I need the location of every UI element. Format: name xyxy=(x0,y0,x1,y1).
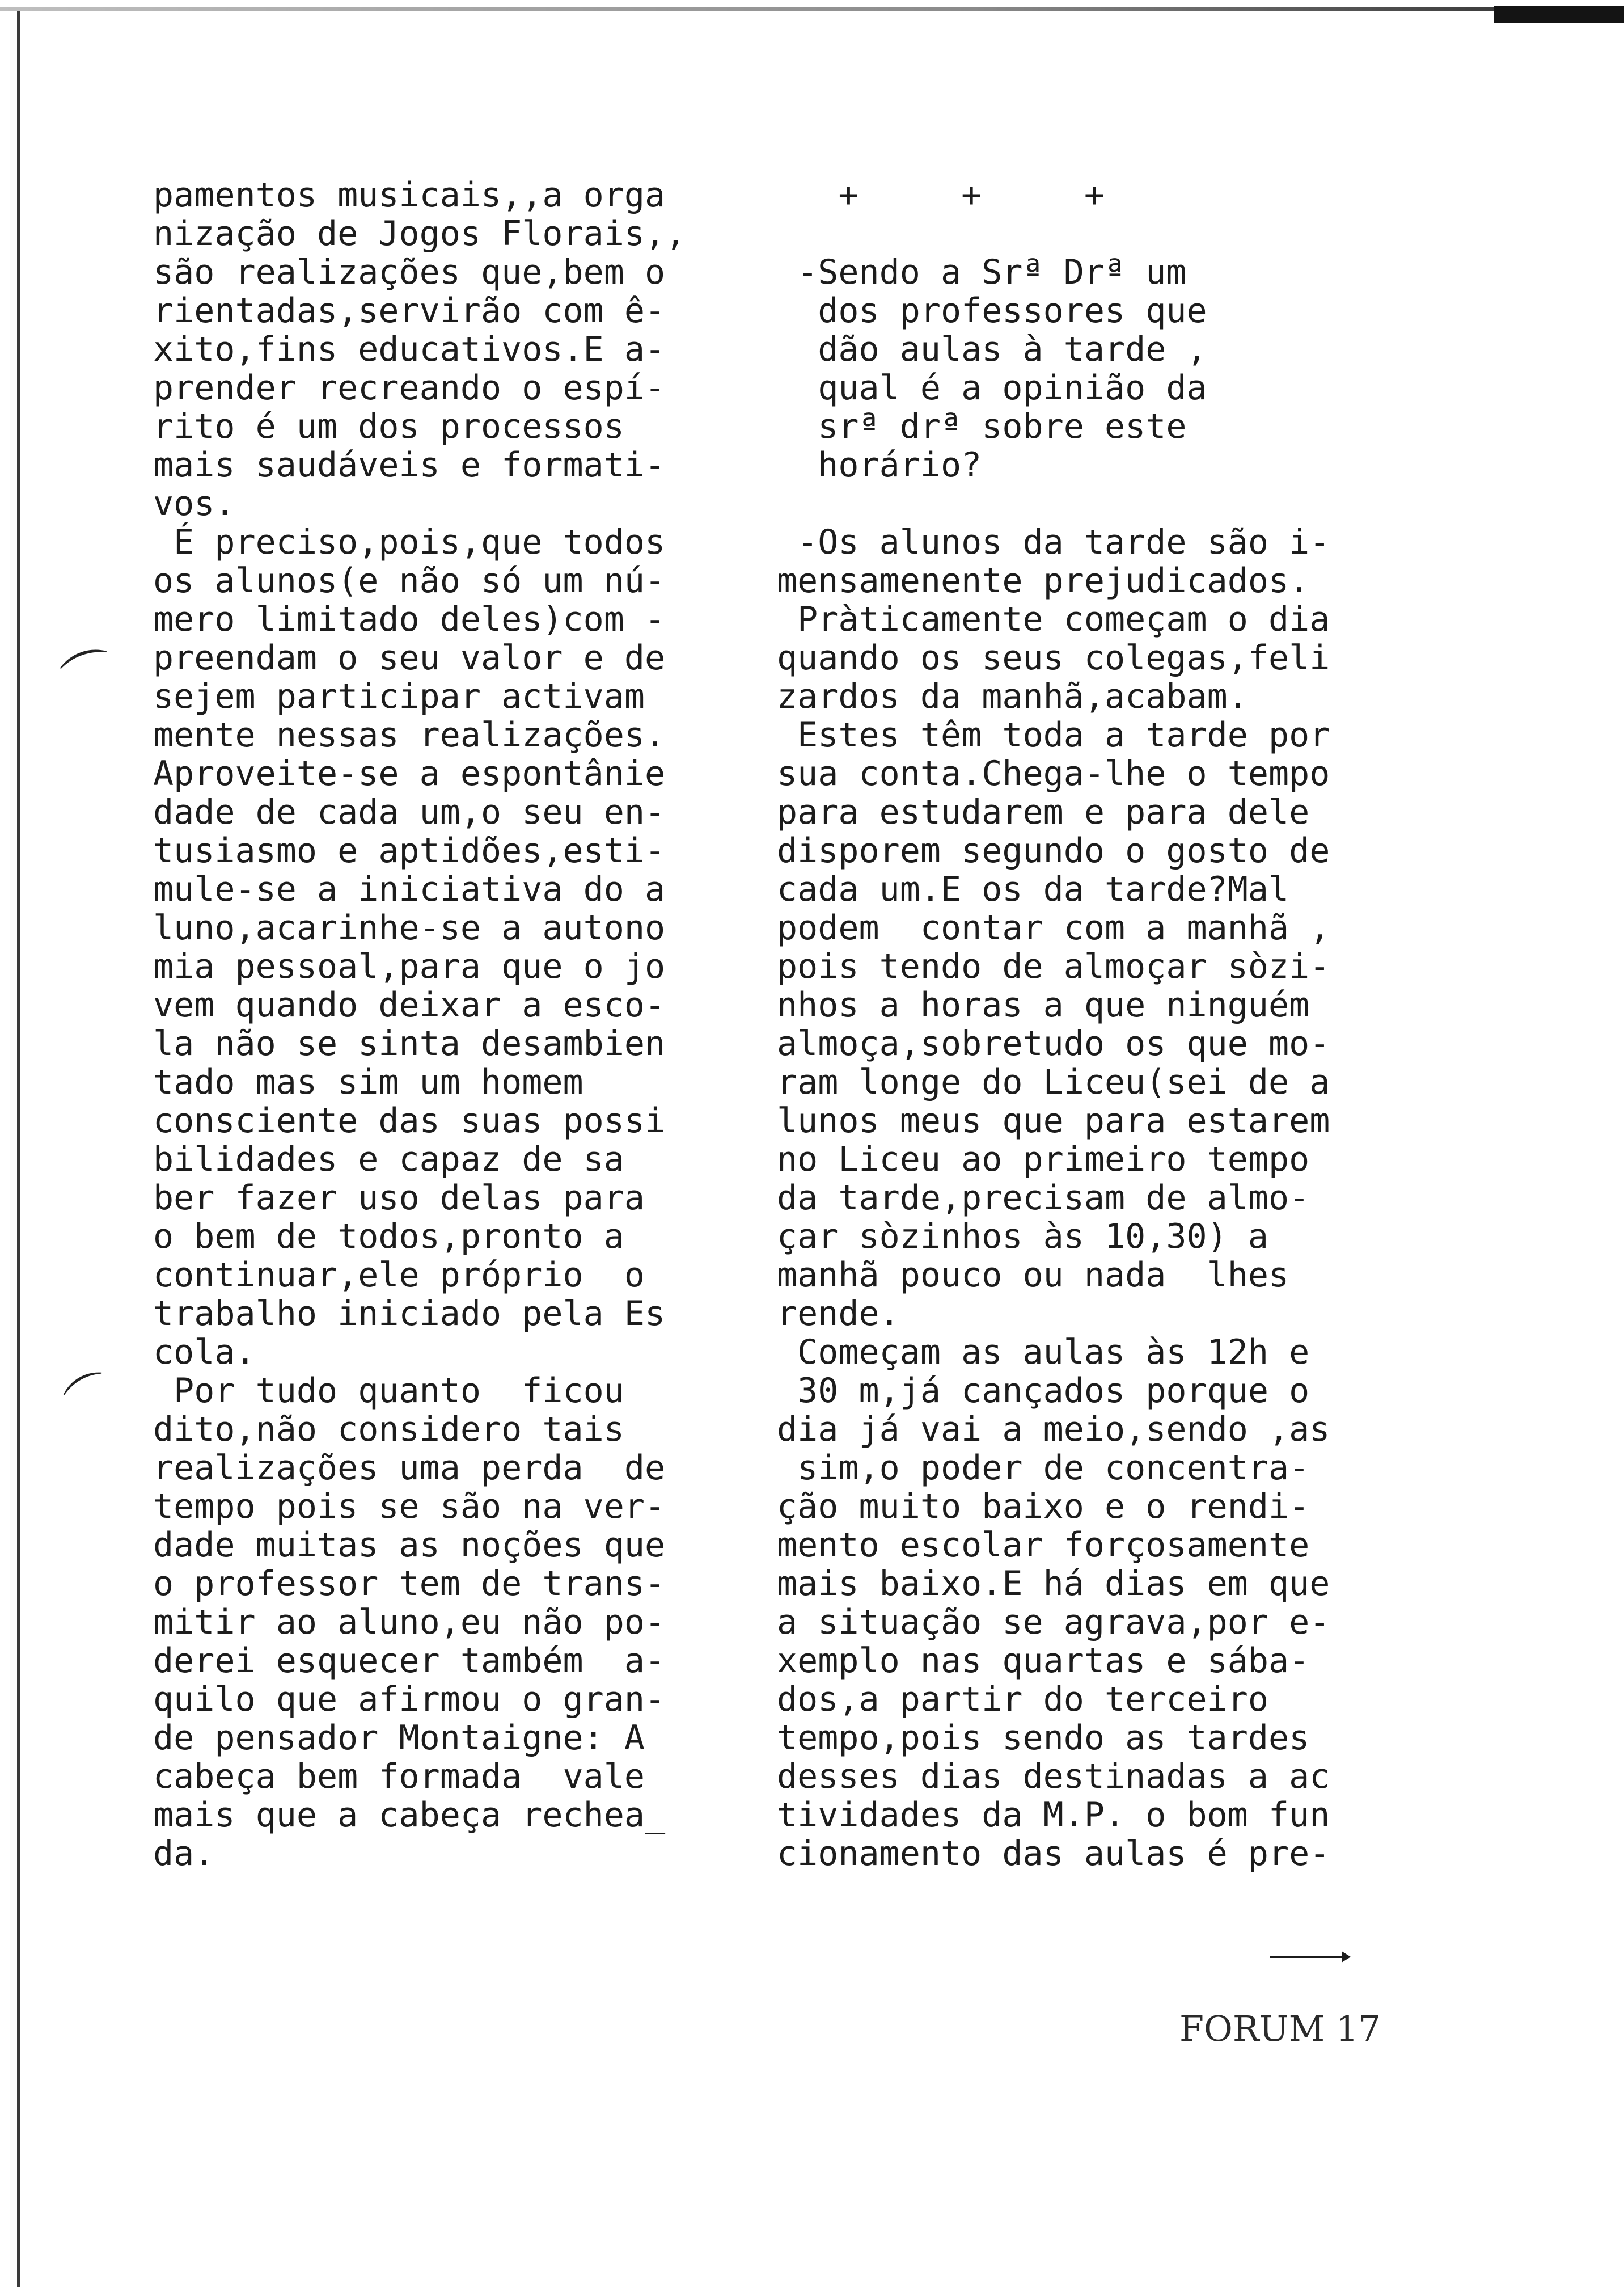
left-text-column xyxy=(153,176,743,1873)
text-line: xito,fins educativos.E a- xyxy=(153,330,666,369)
text-line: nização de Jogos Florais,, xyxy=(153,214,686,254)
text-line: tempo pois se são na ver- xyxy=(153,1487,666,1526)
text-line: tividades da M.P. o bom fun xyxy=(777,1795,1330,1835)
text-line: çar sòzinhos às 10,30) a xyxy=(777,1217,1268,1256)
text-line: dos professores que xyxy=(777,291,1207,331)
text-line: mia pessoal,para que o jo xyxy=(153,947,666,986)
text-line: para estudarem e para dele xyxy=(777,792,1310,832)
text-line: Pràticamente começam o dia xyxy=(777,600,1330,639)
text-line: da. xyxy=(153,1834,215,1874)
text-line: sua conta.Chega-lhe o tempo xyxy=(777,754,1330,794)
text-line: almoça,sobretudo os que mo- xyxy=(777,1024,1330,1064)
text-line: rientadas,servirão com ê- xyxy=(153,291,666,331)
text-line: -Sendo a Srª Drª um xyxy=(777,252,1187,292)
text-line: lunos meus que para estarem xyxy=(777,1101,1330,1141)
text-line: zardos da manhã,acabam. xyxy=(777,677,1248,716)
text-line: vos. xyxy=(153,484,235,524)
text-line: cola. xyxy=(153,1332,256,1372)
text-line: dão aulas à tarde , xyxy=(777,330,1207,369)
text-line: vem quando deixar a esco- xyxy=(153,985,666,1025)
text-line: horário? xyxy=(777,445,982,485)
text-line: dade de cada um,o seu en- xyxy=(153,792,666,832)
text-line: consciente das suas possi xyxy=(153,1101,666,1141)
text-line: tado mas sim um homem xyxy=(153,1062,583,1102)
text-line: srª drª sobre este xyxy=(777,407,1187,446)
text-line: dia já vai a meio,sendo ,as xyxy=(777,1410,1330,1449)
text-line: quilo que afirmou o gran- xyxy=(153,1680,666,1719)
text-line: dade muitas as noções que xyxy=(153,1525,666,1565)
scan-edge-top xyxy=(0,7,1624,11)
text-line: mero limitado deles)com - xyxy=(153,600,666,639)
text-line xyxy=(777,484,1412,523)
text-line: Estes têm toda a tarde por xyxy=(777,715,1330,755)
text-line: sim,o poder de concentra- xyxy=(777,1448,1310,1488)
text-line: tempo,pois sendo as tardes xyxy=(777,1718,1310,1758)
text-line: + + + xyxy=(777,175,1105,215)
text-line: mento escolar forçosamente xyxy=(777,1525,1310,1565)
text-line: Por tudo quanto ficou xyxy=(153,1371,624,1411)
text-line: desses dias destinadas a ac xyxy=(777,1757,1330,1796)
margin-pencil-mark: ⌒ xyxy=(55,640,124,714)
text-line: nhos a horas a que ninguém xyxy=(777,985,1310,1025)
text-line: É preciso,pois,que todos xyxy=(153,522,666,562)
text-line: pamentos musicais,,a orga xyxy=(153,175,666,215)
text-line: prender recreando o espí- xyxy=(153,368,666,408)
text-line: 30 m,já cançados porque o xyxy=(777,1371,1310,1411)
text-line: cada um.E os da tarde?Mal xyxy=(777,870,1289,909)
text-line: ber fazer uso delas para xyxy=(153,1178,645,1218)
scan-edge-top-right xyxy=(1494,6,1624,23)
text-line: realizações uma perda de xyxy=(153,1448,666,1488)
text-line: mente nessas realizações. xyxy=(153,715,666,755)
text-line: mensamenente prejudicados. xyxy=(777,561,1310,601)
text-line: são realizações que,bem o xyxy=(153,252,666,292)
text-line: podem contar com a manhã , xyxy=(777,908,1330,948)
text-line: preendam o seu valor e de xyxy=(153,638,666,678)
text-line: manhã pouco ou nada lhes xyxy=(777,1255,1289,1295)
continue-arrow-icon xyxy=(1270,1956,1344,1958)
text-line: xemplo nas quartas e sába- xyxy=(777,1641,1310,1681)
text-line: trabalho iniciado pela Es xyxy=(153,1294,666,1334)
text-line: dos,a partir do terceiro xyxy=(777,1680,1268,1719)
text-line: no Liceu ao primeiro tempo xyxy=(777,1140,1310,1179)
text-line: -Os alunos da tarde são i- xyxy=(777,522,1330,562)
text-line: Começam as aulas às 12h e xyxy=(777,1332,1310,1372)
text-line: disporem segundo o gosto de xyxy=(777,831,1330,871)
text-line: tusiasmo e aptidões,esti- xyxy=(153,831,666,871)
text-line xyxy=(777,214,1412,253)
text-line: cabeça bem formada vale xyxy=(153,1757,645,1796)
text-line: derei esquecer também a- xyxy=(153,1641,666,1681)
text-line: la não se sinta desambien xyxy=(153,1024,666,1064)
scan-edge-left xyxy=(17,11,20,2287)
text-line: mais baixo.E há dias em que xyxy=(777,1564,1330,1604)
text-line: os alunos(e não só um nú- xyxy=(153,561,666,601)
text-line: ram longe do Liceu(sei de a xyxy=(777,1062,1330,1102)
text-line: da tarde,precisam de almo- xyxy=(777,1178,1310,1218)
text-line: dito,não considero tais xyxy=(153,1410,624,1449)
text-line: o professor tem de trans- xyxy=(153,1564,666,1604)
text-line: cionamento das aulas é pre- xyxy=(777,1834,1330,1874)
text-line: pois tendo de almoçar sòzi- xyxy=(777,947,1330,986)
text-line: continuar,ele próprio o xyxy=(153,1255,645,1295)
text-line: quando os seus colegas,feli xyxy=(777,638,1330,678)
text-line: rito é um dos processos xyxy=(153,407,624,446)
text-line: a situação se agrava,por e- xyxy=(777,1602,1330,1642)
text-line: rende. xyxy=(777,1294,900,1334)
text-line: mule-se a iniciativa do a xyxy=(153,870,666,909)
text-line: luno,acarinhe-se a autono xyxy=(153,908,666,948)
text-line: sejem participar activam xyxy=(153,677,645,716)
right-text-column xyxy=(777,176,1412,1873)
text-line: mais saudáveis e formati- xyxy=(153,445,666,485)
text-line: Aproveite-se a espontânie xyxy=(153,754,666,794)
page-footer: FORUM 17 xyxy=(1179,2008,1381,2049)
text-line: qual é a opinião da xyxy=(777,368,1207,408)
text-line: mais que a cabeça rechea_ xyxy=(153,1795,666,1835)
text-line: o bem de todos,pronto a xyxy=(153,1217,624,1256)
text-line: ção muito baixo e o rendi- xyxy=(777,1487,1310,1526)
text-line: de pensador Montaigne: A xyxy=(153,1718,645,1758)
margin-pencil-mark: ⌒ xyxy=(57,1363,124,1432)
text-line: mitir ao aluno,eu não po- xyxy=(153,1602,666,1642)
text-line: bilidades e capaz de sa xyxy=(153,1140,624,1179)
